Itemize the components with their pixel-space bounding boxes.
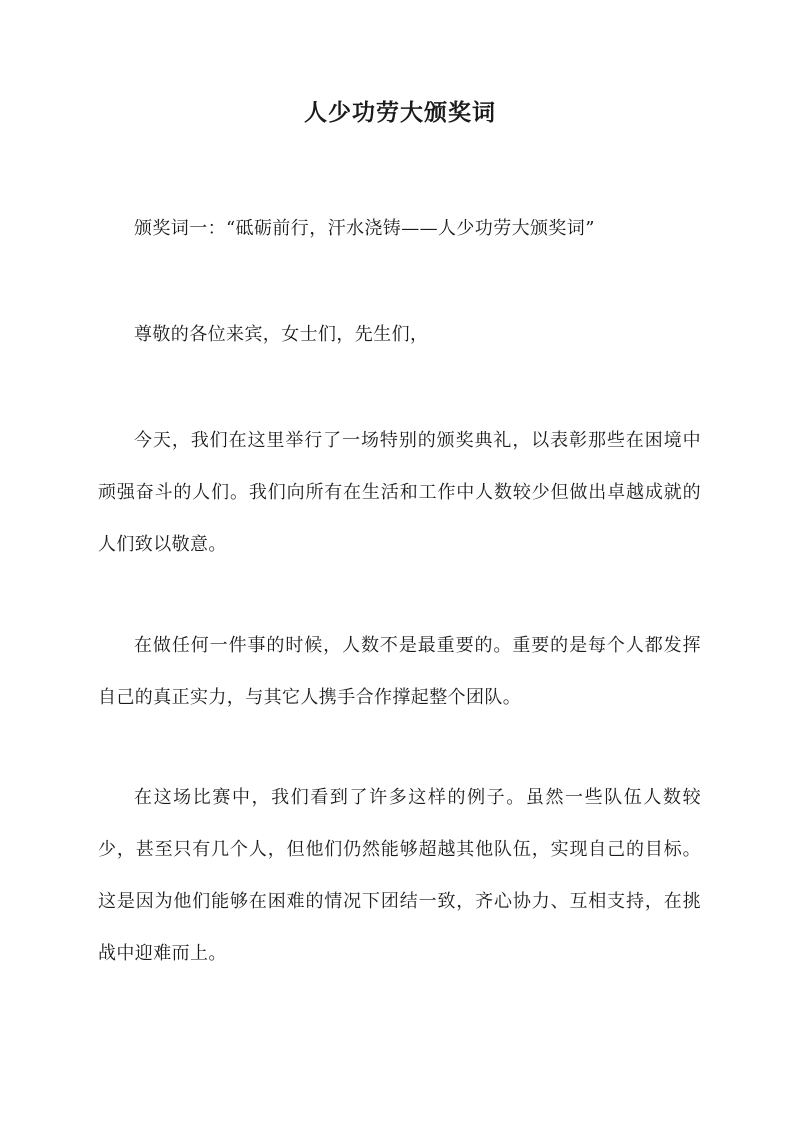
body-paragraph: 今天，我们在这里举行了一场特别的颁奖典礼，以表彰那些在困境中顽强奋斗的人们。我们向所有在生活和工作中人数较少但做出卓越成就的人们致以敬意。 (98, 430, 701, 555)
body-paragraph: 在做任何一件事的时候，人数不是最重要的。重要的是每个人都发挥自己的真正实力，与其它人携手合作撑起整个团队。 (98, 635, 701, 708)
body-paragraph: 在这场比赛中，我们看到了许多这样的例子。虽然一些队伍人数较少，甚至只有几个人，但他们仍然能够超越其他队伍，实现自己的目标。这是因为他们能够在困难的情况下团结一致，齐心协力、互相支持，在挑战中迎难而上。 (98, 787, 701, 964)
award-speech-heading: 颁奖词一：“砥砺前行，汗水浇铸——人少功劳大颁奖词” (134, 218, 595, 239)
page-title: 人少功劳大颁奖词 (304, 99, 496, 126)
greeting-paragraph: 尊敬的各位来宾，女士们，先生们， (134, 324, 429, 345)
